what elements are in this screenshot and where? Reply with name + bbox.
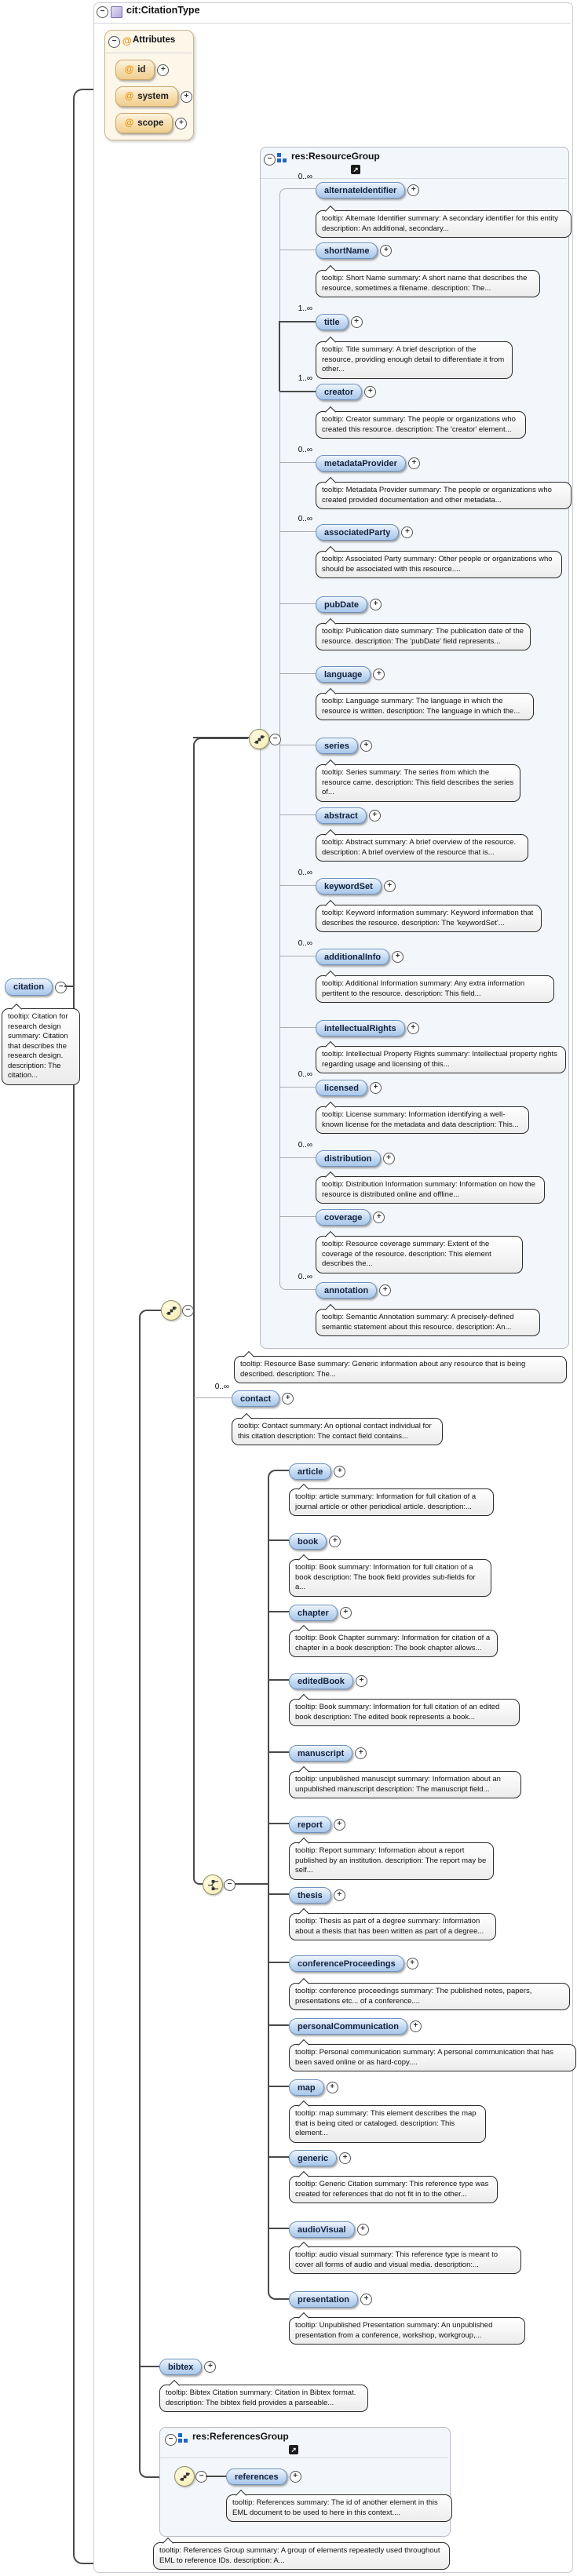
- tooltip-language: tooltip: Language summary: The language in which the resource is written. description: The language in which the...: [316, 693, 534, 720]
- at-icon: @: [125, 118, 134, 128]
- element-pill-associatedParty[interactable]: associatedParty: [316, 524, 399, 541]
- connector: [268, 1893, 289, 1895]
- element-audioVisual[interactable]: [289, 2221, 369, 2238]
- attribute-label: id: [137, 65, 146, 75]
- child-tree-line: [279, 188, 316, 1290]
- element-pill-annotation[interactable]: annotation: [316, 1282, 377, 1299]
- tooltip-bibtex: tooltip: Bibtex Citation summary: Citation in Bibtex format. description: The bibtex field provides a parseable...: [159, 2385, 368, 2412]
- expand-icon[interactable]: +: [360, 2294, 372, 2305]
- element-citation[interactable]: [5, 978, 67, 996]
- element-alternateIdentifier[interactable]: [316, 182, 419, 199]
- tooltip-licensed: tooltip: License summary: Information identifying a well-known license for the metadata and data description: This...: [316, 1106, 529, 1134]
- element-pill-bibtex[interactable]: bibtex: [159, 2359, 202, 2375]
- attribute-label: scope: [137, 118, 164, 128]
- tooltip-metadataProvider: tooltip: Metadata Provider summary: The people or organizations who created provided documentation and other metadata...: [316, 482, 572, 509]
- occurrence-contact: 0..∞: [214, 1383, 229, 1391]
- tooltip-citation: tooltip: Citation for research design summary: Citation that describes the research design. description: The citation...: [2, 1008, 80, 1085]
- attribute-pill-scope[interactable]: [115, 113, 173, 133]
- collapse-icon[interactable]: −: [165, 2434, 177, 2446]
- tooltip-conferenceProceedings: tooltip: conference proceedings summary: The published notes, papers, presentations etc... of a conference....: [289, 1983, 570, 2010]
- occurrence-alternateIdentifier: 0..∞: [298, 173, 312, 181]
- element-pill-citation[interactable]: citation: [5, 978, 53, 996]
- element-language[interactable]: [316, 666, 385, 683]
- element-pill-keywordSet[interactable]: keywordSet: [316, 878, 382, 894]
- element-abstract[interactable]: [316, 807, 381, 824]
- element-pill-book[interactable]: book: [289, 1533, 327, 1550]
- connector: [268, 1962, 289, 1963]
- tooltip-keywordSet: tooltip: Keyword information summary: Keyword information that describes the resource. description: The 'keywordSet'...: [316, 905, 542, 932]
- occurrence-distribution: 0..∞: [298, 1141, 312, 1150]
- element-pill-title[interactable]: title: [316, 314, 349, 330]
- tooltip-coverage: tooltip: Resource coverage summary: Extent of the coverage of the resource. description: This element describes the...: [316, 1236, 523, 1273]
- collapse-icon[interactable]: −: [264, 154, 276, 166]
- occurrence-annotation: 0..∞: [298, 1273, 312, 1281]
- tooltip-shortName: tooltip: Short Name summary: A short name that describes the resource, sometimes a filename. description: The...: [316, 270, 540, 297]
- element-editedBook[interactable]: [289, 1673, 367, 1689]
- tooltip-generic: tooltip: Generic Citation summary: This reference type was created for references that do not fit in to the other...: [289, 2176, 498, 2203]
- element-associatedParty[interactable]: [316, 524, 413, 541]
- occurrence-licensed: 0..∞: [298, 1070, 312, 1079]
- connector: [268, 1679, 289, 1681]
- collapse-icon[interactable]: −: [224, 1879, 236, 1891]
- element-contact[interactable]: [232, 1390, 294, 1407]
- element-pill-language[interactable]: language: [316, 666, 371, 683]
- expand-icon[interactable]: +: [410, 2020, 422, 2032]
- tooltip-contact: tooltip: Contact summary: An optional contact individual for this citation description: The contact field contains...: [232, 1418, 443, 1445]
- element-pill-audioVisual[interactable]: audioVisual: [289, 2221, 355, 2238]
- expand-icon[interactable]: +: [379, 1284, 391, 1296]
- expand-icon[interactable]: +: [157, 64, 169, 76]
- connector-bracket: [73, 89, 93, 2564]
- element-pill-metadataProvider[interactable]: metadataProvider: [316, 455, 406, 472]
- occurrence-keywordSet: 0..∞: [298, 869, 312, 877]
- element-pill-manuscript[interactable]: manuscript: [289, 1745, 352, 1762]
- element-pill-coverage[interactable]: coverage: [316, 1209, 371, 1226]
- connector: [280, 391, 316, 392]
- expand-icon[interactable]: +: [408, 457, 420, 469]
- element-intellectualRights[interactable]: [316, 1020, 419, 1037]
- connector: [141, 2366, 159, 2367]
- expand-icon[interactable]: +: [407, 184, 419, 196]
- tooltip-alternateIdentifier: tooltip: Alternate Identifier summary: A secondary identifier for this entity description: An additional, secondary...: [316, 210, 572, 238]
- expand-icon[interactable]: +: [351, 316, 363, 328]
- element-pill-intellectualRights[interactable]: intellectualRights: [316, 1020, 405, 1037]
- element-personalCommunication[interactable]: [289, 2018, 422, 2035]
- element-references[interactable]: [226, 2469, 301, 2485]
- sequence-icon: [174, 2466, 195, 2487]
- collapse-icon[interactable]: −: [269, 734, 281, 745]
- element-pill-creator[interactable]: creator: [316, 384, 362, 400]
- element-manuscript[interactable]: [289, 1745, 367, 1762]
- element-pill-chapter[interactable]: chapter: [289, 1605, 338, 1621]
- expand-icon[interactable]: +: [407, 1022, 419, 1034]
- expand-icon[interactable]: +: [355, 1747, 367, 1759]
- outer-children-line: [139, 1318, 141, 2469]
- tooltip-book: tooltip: Book summary: Information for full citation of a book description: The book field provides sub-fields for a...: [289, 1559, 491, 1597]
- tooltip-thesis: tooltip: Thesis as part of a degree summary: Information about a thesis that has been written as part of a degree...: [289, 1913, 496, 1940]
- collapse-icon[interactable]: −: [108, 36, 120, 48]
- connector: [268, 1751, 289, 1753]
- attribute-pill-system[interactable]: [115, 86, 178, 107]
- tooltip-title: tooltip: Title summary: A brief description of the resource, providing enough detail to differentiate it from other...: [316, 341, 513, 379]
- element-pill-article[interactable]: article: [289, 1463, 331, 1480]
- connector: [268, 1539, 289, 1541]
- connector: [280, 814, 316, 815]
- required-tree-line: [279, 321, 280, 392]
- sequence-children-line: [193, 738, 248, 1877]
- tooltip-pubDate: tooltip: Publication date summary: The publication date of the resource. description: The 'pubDate' field represents...: [316, 623, 531, 650]
- group-icon: [276, 152, 287, 163]
- expand-icon[interactable]: +: [181, 91, 192, 103]
- tooltip-report: tooltip: Report summary: Information about a report published by an institution. description: The report may be self...: [289, 1842, 494, 1880]
- element-article[interactable]: [289, 1463, 345, 1480]
- element-pill-abstract[interactable]: abstract: [316, 807, 367, 824]
- connector: [268, 2086, 289, 2087]
- expand-icon[interactable]: +: [384, 880, 396, 892]
- element-pill-report[interactable]: report: [289, 1816, 331, 1833]
- tooltip-personalCommunication: tooltip: Personal communication summary: A personal communication that has been saved online or as hard-copy....: [289, 2044, 576, 2071]
- connector: [268, 1823, 289, 1824]
- attribute-pill-id[interactable]: [115, 60, 155, 80]
- expand-icon[interactable]: +: [334, 1819, 345, 1831]
- connector: [280, 1027, 316, 1028]
- expand-icon[interactable]: +: [357, 2224, 369, 2235]
- connector: [280, 531, 316, 532]
- element-thesis[interactable]: [289, 1887, 345, 1904]
- connector: [280, 603, 316, 604]
- element-distribution[interactable]: [316, 1150, 395, 1167]
- tooltip-series: tooltip: Series summary: The series from which the resource came. description: This field describes the series of...: [316, 764, 520, 802]
- expand-icon[interactable]: +: [373, 1211, 385, 1223]
- element-pubDate[interactable]: [316, 596, 382, 613]
- element-series[interactable]: [316, 738, 372, 754]
- element-pill-contact[interactable]: contact: [232, 1390, 279, 1407]
- element-pill-references[interactable]: references: [226, 2469, 287, 2485]
- element-title[interactable]: [316, 314, 363, 330]
- header-separator: [94, 23, 571, 24]
- expand-icon[interactable]: +: [364, 386, 376, 398]
- choice-children-line: [268, 1470, 289, 2300]
- connector: [268, 1611, 289, 1612]
- occurrence-metadataProvider: 0..∞: [298, 446, 312, 454]
- element-pill-thesis[interactable]: thesis: [289, 1887, 331, 1904]
- element-annotation[interactable]: [316, 1282, 391, 1299]
- resource-group-title: res:ResourceGroup: [291, 151, 380, 162]
- element-conferenceProceedings[interactable]: [289, 1955, 418, 1972]
- tooltip-resource-group: tooltip: Resource Base summary: Generic information about any resource that is being described. description: The...: [234, 1356, 567, 1383]
- connector: [280, 673, 316, 674]
- tooltip-map: tooltip: map summary: This element describes the map that is being cited or cataloged. description: This element...: [289, 2105, 486, 2143]
- expand-icon[interactable]: +: [329, 1536, 341, 1547]
- element-presentation[interactable]: [289, 2291, 372, 2308]
- element-chapter[interactable]: [289, 1605, 352, 1621]
- element-keywordSet[interactable]: [316, 878, 396, 894]
- element-pill-editedBook[interactable]: editedBook: [289, 1673, 353, 1689]
- attribute-system[interactable]: [115, 86, 192, 107]
- tooltip-chapter: tooltip: Book Chapter summary: Information for citation of a chapter in a book description: The book chapter allows...: [289, 1630, 498, 1657]
- expand-icon[interactable]: +: [282, 1393, 294, 1405]
- at-icon: @: [125, 65, 134, 75]
- expand-icon[interactable]: +: [340, 1607, 352, 1619]
- expand-icon[interactable]: +: [360, 740, 372, 752]
- connector: [206, 2476, 226, 2477]
- tooltip-manuscript: tooltip: unpublished manuscipt summary: Information about an unpublished manuscript description: The manuscript field...: [289, 1771, 521, 1798]
- tooltip-annotation: tooltip: Semantic Annotation summary: A precisely-defined semantic statement about this resource. description: An...: [316, 1309, 540, 1336]
- choice-icon: [203, 1875, 223, 1895]
- expand-icon[interactable]: +: [370, 599, 382, 610]
- connector: [268, 2024, 289, 2026]
- sequence-icon: [161, 1300, 181, 1321]
- element-creator[interactable]: [316, 384, 376, 400]
- connector: [235, 1883, 268, 1885]
- expand-icon[interactable]: +: [356, 1675, 367, 1687]
- element-pill-series[interactable]: series: [316, 738, 358, 754]
- element-metadataProvider[interactable]: [316, 455, 420, 472]
- tooltip-additionalInfo: tooltip: Additional Information summary: Any extra information pertitent to the resource. description: This field...: [316, 975, 554, 1003]
- expand-icon[interactable]: +: [339, 2152, 351, 2164]
- element-licensed[interactable]: [316, 1080, 382, 1096]
- expand-icon[interactable]: +: [370, 1082, 382, 1094]
- outer-children-line: [139, 1310, 161, 1319]
- expand-icon[interactable]: +: [392, 951, 404, 963]
- tooltip-audioVisual: tooltip: audio visual summary: This reference type is meant to cover all forms of audio and visual media. description:...: [289, 2246, 521, 2274]
- collapse-icon[interactable]: −: [182, 1305, 194, 1317]
- element-pill-map[interactable]: map: [289, 2079, 324, 2096]
- element-report[interactable]: [289, 1816, 345, 1833]
- attribute-scope[interactable]: [115, 113, 187, 133]
- attributes-title: Attributes: [133, 35, 176, 45]
- occurrence-creator: 1..∞: [298, 374, 312, 383]
- connector: [280, 1216, 316, 1217]
- tooltip-associatedParty: tooltip: Associated Party summary: Other people or organizations who should be associated with this resource....: [316, 551, 562, 578]
- at-icon: @: [122, 35, 132, 46]
- occurrence-associatedParty: 0..∞: [298, 515, 312, 523]
- element-book[interactable]: [289, 1533, 341, 1550]
- attribute-id[interactable]: [115, 60, 169, 80]
- element-pill-licensed[interactable]: licensed: [316, 1080, 367, 1096]
- connector: [280, 321, 316, 322]
- connector: [268, 2156, 289, 2158]
- attribute-label: system: [137, 92, 169, 101]
- collapse-icon[interactable]: −: [195, 2471, 207, 2483]
- element-map[interactable]: [289, 2079, 338, 2096]
- expand-icon[interactable]: +: [334, 1889, 345, 1901]
- complex-type-title: cit:CitationType: [126, 5, 200, 16]
- element-pill-alternateIdentifier[interactable]: alternateIdentifier: [316, 182, 405, 199]
- complex-type-icon: [111, 6, 122, 18]
- expand-icon[interactable]: +: [175, 118, 187, 129]
- sequence-icon: [249, 729, 269, 749]
- expand-icon[interactable]: +: [383, 1153, 395, 1164]
- element-pill-personalCommunication[interactable]: personalCommunication: [289, 2018, 407, 2035]
- element-pill-additionalInfo[interactable]: additionalInfo: [316, 949, 389, 965]
- element-shortName[interactable]: [316, 242, 392, 259]
- element-pill-conferenceProceedings[interactable]: conferenceProceedings: [289, 1955, 404, 1972]
- tooltip-abstract: tooltip: Abstract summary: A brief overview of the resource. description: A brief overview of the resource that is...: [316, 834, 528, 862]
- at-icon: @: [125, 92, 134, 101]
- expand-icon[interactable]: +: [369, 810, 381, 822]
- tooltip-presentation: tooltip: Unpublished Presentation summary: An unpublished presentation from a conference, workshop, workgroup,...: [289, 2317, 525, 2345]
- tooltip-references: tooltip: References summary: The id of another element in this EML document to be used to here in this context....: [226, 2494, 452, 2522]
- group-icon: [177, 2432, 188, 2443]
- occurrence-title: 1..∞: [298, 304, 312, 313]
- tooltip-article: tooltip: article summary: Information for full citation of a journal article or other periodical article. description:...: [289, 1488, 494, 1516]
- expand-icon[interactable]: +: [373, 669, 385, 680]
- collapse-icon[interactable]: −: [97, 6, 108, 18]
- link-icon[interactable]: [289, 2445, 298, 2454]
- expand-icon[interactable]: +: [204, 2361, 216, 2373]
- connector: [280, 1087, 316, 1088]
- expand-icon[interactable]: +: [290, 2471, 301, 2483]
- connector: [280, 885, 316, 886]
- tooltip-intellectualRights: tooltip: Intellectual Property Rights summary: Intellectual property rights regarding usage and licensing of this...: [316, 1046, 566, 1073]
- element-generic[interactable]: [289, 2150, 351, 2166]
- connector: [280, 1157, 316, 1158]
- expand-icon[interactable]: +: [327, 2082, 338, 2093]
- expand-icon[interactable]: +: [380, 245, 392, 257]
- tooltip-distribution: tooltip: Distribution Information summary: Information on how the resource is distributed online and offline...: [316, 1176, 545, 1204]
- tooltip-editedBook: tooltip: Book summary: Information for full citation of an edited book description: The edited book represents a book...: [289, 1699, 520, 1726]
- connector: [280, 462, 316, 463]
- occurrence-additionalInfo: 0..∞: [298, 939, 312, 948]
- element-pill-shortName[interactable]: shortName: [316, 242, 378, 259]
- element-pill-generic[interactable]: generic: [289, 2150, 337, 2166]
- references-group-title: res:ReferencesGroup: [192, 2431, 289, 2442]
- element-additionalInfo[interactable]: [316, 949, 404, 965]
- element-coverage[interactable]: [316, 1209, 385, 1226]
- expand-icon[interactable]: +: [407, 1958, 418, 1969]
- connector: [194, 1397, 232, 1398]
- element-pill-distribution[interactable]: distribution: [316, 1150, 381, 1167]
- expand-icon[interactable]: +: [334, 1466, 345, 1477]
- element-bibtex[interactable]: [159, 2359, 216, 2375]
- collapse-icon[interactable]: −: [55, 982, 67, 993]
- expand-icon[interactable]: +: [401, 526, 413, 538]
- element-pill-presentation[interactable]: presentation: [289, 2291, 358, 2308]
- tooltip-references-group: tooltip: References Group summary: A group of elements repeatedly used throughout EML to reference IDs. description: A...: [153, 2542, 450, 2570]
- link-icon[interactable]: [351, 165, 360, 174]
- connector: [268, 2228, 289, 2229]
- element-pill-pubDate[interactable]: pubDate: [316, 596, 367, 613]
- tooltip-creator: tooltip: Creator summary: The people or organizations who created this resource. description: The 'creator' element...: [316, 411, 526, 439]
